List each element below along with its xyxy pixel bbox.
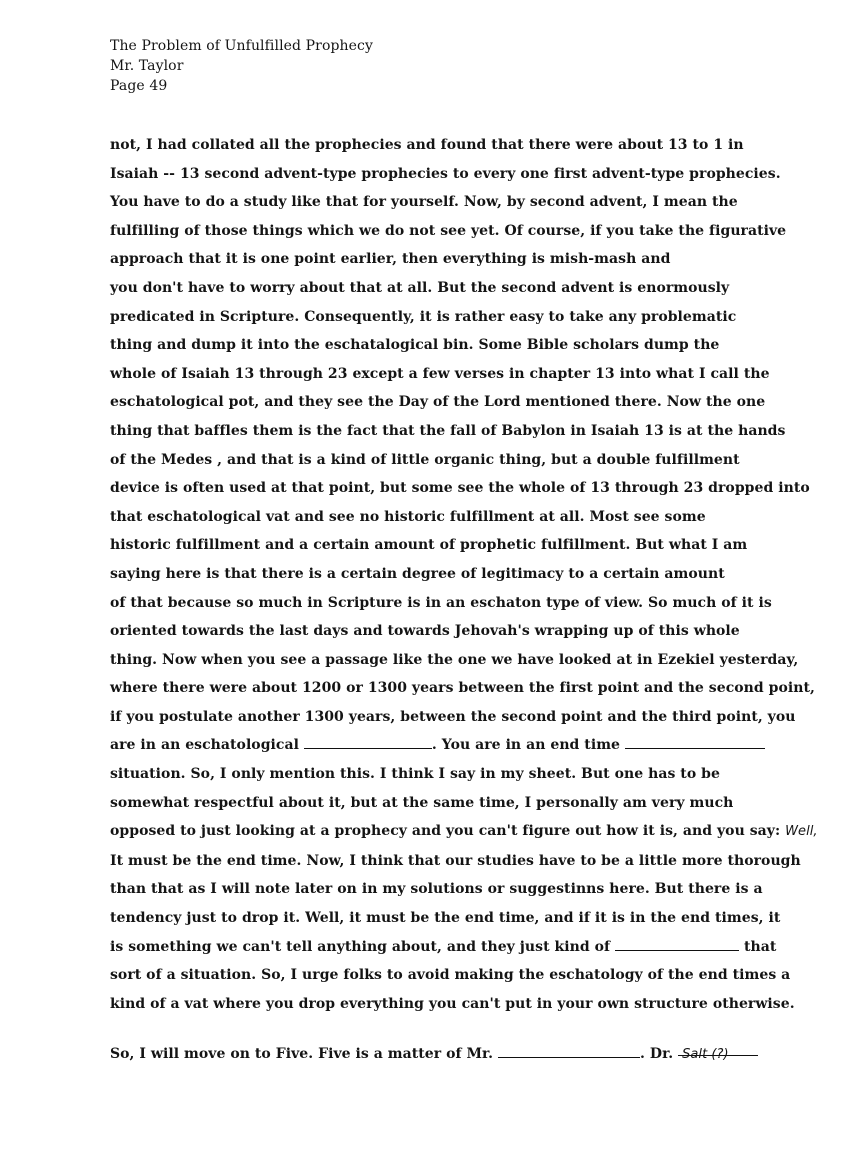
- speaker-name: Mr. Taylor: [110, 58, 184, 74]
- body-text: [110, 131, 818, 1018]
- text-line: you don't have to worry about that at all. But the second advent is enormously: [110, 279, 730, 296]
- blank-underline: [615, 936, 739, 951]
- text-line: You have to do a study like that for yourself. Now, by second advent, I mean the: [110, 194, 738, 211]
- text-line: of the Medes , and that is a kind of little organic thing, but a double fulfillment: [110, 451, 740, 468]
- text-line: device is often used at that point, but some see the whole of 13 through 23 dropped into: [110, 480, 810, 497]
- text-fragment: . Dr.: [640, 1046, 674, 1062]
- text-line: fulfilling of those things which we do not see yet. Of course, if you take the figurative: [110, 222, 787, 239]
- text-fragment: that: [743, 938, 777, 955]
- text-fragment: are in an eschatological: [110, 737, 299, 754]
- page-number: Page 49: [110, 78, 168, 94]
- text-line: saying here is that there is a certain degree of legitimacy to a certain amount: [110, 565, 725, 582]
- blank-underline: [498, 1043, 640, 1058]
- text-line: predicated in Scripture. Consequently, it is rather easy to take any problematic: [110, 308, 737, 325]
- closing-line: [110, 1040, 758, 1069]
- text-line: kind of a vat where you drop everything you can't put in your own structure otherwise.: [110, 995, 795, 1012]
- text-line: of that because so much in Scripture is in an eschaton type of view. So much of it is: [110, 594, 772, 611]
- text-fragment: So, I will move on to Five. Five is a matter of Mr.: [110, 1046, 494, 1062]
- text-line: thing that baffles them is the fact that the fall of Babylon in Isaiah 13 is at the hands: [110, 422, 786, 439]
- text-line: that eschatological vat and see no historic fulfillment at all. Most see some: [110, 508, 706, 525]
- handwritten-annotation: Well,: [785, 824, 818, 840]
- fill-in-line: [110, 731, 800, 760]
- text-line: oriented towards the last days and towards Jehovah's wrapping up of this whole: [110, 623, 740, 640]
- blank-underline: [625, 734, 765, 749]
- annotated-line: [110, 817, 818, 847]
- text-line: than that as I will note later on in my solutions or suggestinns here. But there is a: [110, 881, 763, 898]
- text-line: if you postulate another 1300 years, between the second point and the third point, you: [110, 708, 796, 725]
- text-fragment: . You are in an end time: [431, 737, 621, 754]
- text-line: thing and dump it into the eschatalogical bin. Some Bible scholars dump the: [110, 337, 720, 354]
- text-line: whole of Isaiah 13 through 23 except a few verses in chapter 13 into what I call the: [110, 365, 770, 382]
- text-line: Isaiah -- 13 second advent-type prophecies to every one first advent-type prophecies.: [110, 165, 781, 182]
- document-title: The Problem of Unfulfilled Prophecy: [110, 38, 373, 54]
- text-line: eschatological pot, and they see the Day of the Lord mentioned there. Now the one: [110, 394, 766, 411]
- text-line: historic fulfillment and a certain amount of prophetic fulfillment. But what I am: [110, 537, 748, 554]
- text-fragment: opposed to just looking at a prophecy and you can't figure out how it is, and you say:: [110, 823, 781, 840]
- text-line: tendency just to drop it. Well, it must be the end time, and if it is in the end times, it: [110, 910, 781, 927]
- text-line: somewhat respectful about it, but at the same time, I personally am very much: [110, 794, 734, 811]
- text-line: It must be the end time. Now, I think that our studies have to be a little more thorough: [110, 852, 801, 869]
- fill-in-line: [110, 1040, 758, 1069]
- text-fragment: is something we can't tell anything about, and they just kind of: [110, 938, 611, 955]
- handwritten-annotation: Salt (?): [678, 1041, 758, 1056]
- text-line: not, I had collated all the prophecies and found that there were about 13 to 1 in: [110, 137, 744, 153]
- text-line: approach that it is one point earlier, then everything is mish-mash and: [110, 251, 671, 268]
- fill-in-line: [110, 933, 800, 962]
- text-line: sort of a situation. So, I urge folks to avoid making the eschatology of the end times a: [110, 967, 791, 984]
- page-header: [110, 36, 373, 96]
- text-line: situation. So, I only mention this. I think I say in my sheet. But one has to be: [110, 766, 720, 783]
- blank-underline: [304, 734, 432, 749]
- text-line: thing. Now when you see a passage like the one we have looked at in Ezekiel yesterday,: [110, 651, 799, 668]
- text-line: where there were about 1200 or 1300 years between the first point and the second point,: [110, 680, 815, 697]
